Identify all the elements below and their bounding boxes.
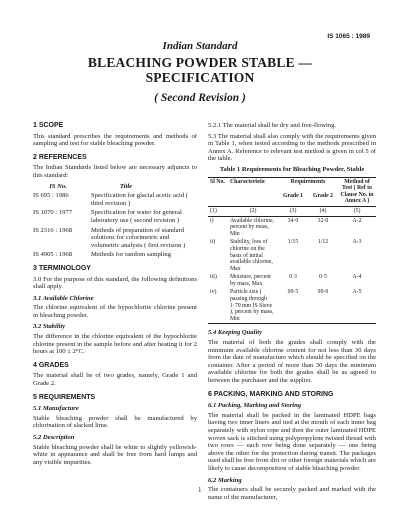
row-grade2: 1/12 [317,239,329,246]
row-characteristic: Available chlorine, percent by mass, Min [230,217,274,237]
reference-title: Methods for random sampling [91,251,172,259]
section-heading: 6 PACKING, MARKING AND STORING [208,390,334,398]
table-row [208,273,376,288]
subsection-heading: 3.2 Stability [33,323,66,331]
stability-text: The difference in the chlorine equivalent of the hypochlorite chlorine present in the sample before and after heating it for 2 hours at 100 ± 2°C. [33,333,197,356]
row-sl: iii) [210,274,217,281]
title-line-2: SPECIFICATION [145,70,255,85]
is-no-header: IS No. [49,182,67,190]
reference-row [33,251,197,259]
marking-text: The containers shall be securely packed and marked with the name of the manufacturer, [208,486,376,501]
section-heading: 1 SCOPE [33,122,64,129]
available-chlorine-text: The chlorine equivalent of the hypochlorite chlorine present in bleaching powder. [33,304,197,319]
table-row [208,216,376,238]
reference-number: IS 4905 : 1968 [33,251,73,259]
row-grade1: 34·0 [287,217,299,224]
row-grade2: 99·0 [317,289,329,296]
method-header: Method of Test ( Ref to Clause No. in Annex A ) [340,178,374,205]
reference-row [33,209,197,224]
packing-text: The material shall be packed in the laminated HDPE bags having two inner liners and tied at the mouth of each inner bag separately with nylon rope and then the outer laminated HDPE woven sack is stitched using polypropylene twisted thread with two rows — each row being done separately — one being above the other for the protection during transit. The packages used shall be free from dirt or other foreign materials which are likely to cause decomposition of stable bleaching powder. [208,411,376,472]
row-method: A-3 [352,239,362,246]
reference-row [33,227,197,250]
row-grade2: 32·0 [317,217,329,224]
grade1-header: Grade 1 [282,192,304,199]
free-flowing-text: 5.2.1 The material shall be dry and free-flowing. [208,122,337,129]
column-number: (2) [249,207,257,214]
row-grade2: 0·5 [319,274,327,281]
section-heading: 3 TERMINOLOGY [33,264,91,272]
reference-row [33,192,197,207]
row-grade1: 1/15 [287,239,299,246]
section-heading: 5 REQUIREMENTS [33,393,96,401]
row-method: A-4 [352,274,362,281]
row-method: A-5 [352,289,362,296]
keeping-quality-text: The material of both the grades shall comply with the minimum available chlorine content for not less than 30 days from the date of manufacture which should be specified on the container. After a period of more than 30 days the minimum available chlorine for both the grades shall be as agreed to between the purchaser and the supplier. [208,339,376,384]
column-number: (5) [353,207,361,214]
row-sl: i) [210,217,214,224]
subsection-heading: 3.1 Available Chlorine [33,294,94,302]
description-text: Stable bleaching powder shall be white to slightly yellowish-white in appearance and shall be free from hard lumps and any visible impurities. [33,443,197,466]
requirements-header: Requirements [290,178,326,185]
references-text: The Indian Standards listed below are necessary adjuncts to this standard: [33,164,197,179]
indian-standard-heading: Indian Standard [162,40,238,52]
terminology-text: 3.0 For the purpose of this standard, the following definitions shall apply. [33,275,197,291]
row-sl: ii) [210,239,216,246]
table-row [208,288,376,323]
row-characteristic: Stability, loss of chlorine on the basis of initial available chlorine, Max [230,239,273,272]
subsection-heading: 6.2 Marking [208,476,242,484]
reference-number: IS 2316 : 1968 [33,226,73,234]
requirements-table [208,177,376,325]
reference-title: Methods of preparation of standard solutions for colorimetric and volumetric analysis ( first revision ) [91,226,186,249]
grade2-header: Grade 2 [312,192,334,199]
characteristic-header: Characteristic [230,178,266,185]
right-column [208,116,376,504]
reference-title: Specification for water for general laboratory use ( second revision ) [91,209,182,224]
row-method: A-2 [352,217,362,224]
row-characteristic: Particle size ( passing through 1·70 mm IS Sieve ), percent by mass, Min [230,289,274,322]
document-title [0,55,400,85]
sl-no-header: Sl No. [210,178,225,185]
title-line-1: BLEACHING POWDER STABLE — [87,55,313,70]
table-row [208,238,376,273]
grades-text: The material shall be of two grades, namely, Grade 1 and Grade 2. [33,372,197,388]
column-number: (1) [210,207,217,214]
row-characteristic: Moisture, percent by mass, Max [230,274,271,287]
subsection-heading: 5.2 Description [33,434,75,441]
table-caption: Table 1 Requirements for Bleaching Powder, Stable [219,165,365,173]
manufacture-text: Stable bleaching powder shall be manufactured by chlorination of slacked lime. [33,414,197,430]
column-number: (4) [319,207,327,214]
page-number: 1 [198,486,202,494]
subsection-heading: 5.1 Manufacture [33,405,79,413]
standard-number: IS 1065 : 1989 [327,33,370,40]
row-grade1: 0·3 [289,274,297,281]
table-reference-text: 5.3 The material shall also comply with the requirements given in Table 1, when tested according to the methods prescribed in Annex A. Reference to relevant test method is given in col 5 of the table. [208,132,376,163]
scope-text: This standard prescribes the requirements and methods of sampling and test for stable bleaching powder. [33,132,197,148]
subsection-heading: 5.4 Keeping Quality [208,329,263,337]
reference-number: IS 695 : 1986 [33,192,69,200]
section-heading: 4 GRADES [33,361,69,369]
column-number: (3) [289,207,297,214]
row-grade1: 99·5 [287,289,299,296]
title-header: Title [119,182,133,190]
references-header [33,183,197,191]
subsection-heading: 6.1 Packing, Marking and Storing [208,402,302,410]
row-sl: iv) [210,289,217,296]
reference-number: IS 1070 : 1977 [33,209,73,217]
section-heading: 2 REFERENCES [33,153,87,161]
reference-title: Specification for glacial acetic acid ( third revision ) [91,192,188,207]
left-column [33,116,197,469]
revision-subtitle: ( Second Revision ) [154,92,246,104]
